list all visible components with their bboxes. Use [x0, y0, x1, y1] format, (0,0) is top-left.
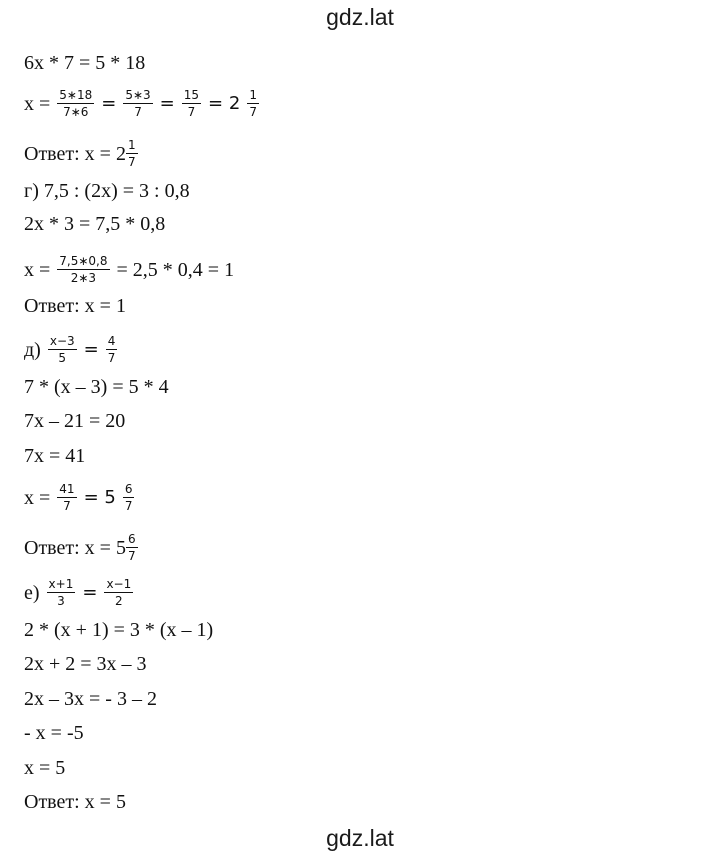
watermark-top: gdz.lat [326, 4, 394, 30]
line-text: = 2 [208, 92, 241, 114]
denominator: 5 [58, 351, 67, 365]
fraction [57, 88, 94, 119]
fraction [57, 482, 76, 513]
fraction [104, 577, 133, 608]
line-text: 2x – 3x = - 3 – 2 [24, 688, 157, 711]
line-text: 7x – 21 = 20 [24, 410, 126, 433]
numerator: 6 [124, 482, 133, 496]
solution-line [24, 443, 85, 468]
answer-line [24, 293, 126, 318]
fraction [48, 334, 77, 365]
solution-line [24, 720, 84, 745]
solution-line [24, 482, 136, 513]
fraction [106, 334, 118, 365]
numerator: x−3 [49, 334, 75, 348]
equals-sign: = [82, 581, 98, 603]
answer-line [24, 532, 140, 563]
line-text: 7 * (x – 3) = 5 * 4 [24, 376, 169, 399]
answer-line [24, 138, 140, 169]
denominator: 7 [249, 105, 257, 119]
denominator: 7 [187, 105, 196, 119]
line-text: - x = -5 [24, 722, 84, 745]
solution-line [24, 211, 165, 236]
numerator: 5∗18 [59, 88, 93, 102]
line-text: д) [24, 338, 41, 361]
numerator: 1 [127, 138, 136, 152]
line-text: Ответ: x = 5 [24, 791, 126, 814]
problem-line [24, 577, 135, 608]
solution-line [24, 374, 169, 399]
fraction [123, 88, 152, 119]
line-text: г) 7,5 : (2x) = 3 : 0,8 [24, 180, 190, 203]
line-text: 2x + 2 = 3x – 3 [24, 653, 147, 676]
answer-line [24, 789, 126, 814]
equals-sign: = [83, 338, 99, 360]
fraction [247, 88, 259, 119]
denominator: 7 [127, 549, 136, 563]
solution-line [24, 408, 125, 433]
numerator: 6 [127, 532, 136, 546]
numerator: 7,5∗0,8 [59, 254, 108, 268]
solution-line [24, 88, 261, 119]
line-text: x = [24, 92, 51, 115]
fraction [47, 577, 76, 608]
solution-line [24, 254, 234, 285]
solution-line [24, 755, 65, 780]
denominator: 3 [57, 594, 65, 608]
fraction [126, 532, 138, 563]
solution-line [24, 651, 147, 676]
line-text: 6x * 7 = 5 * 18 [24, 52, 146, 75]
solution-line [24, 617, 213, 642]
solution-line [24, 50, 145, 75]
line-text: 2x * 3 = 7,5 * 0,8 [24, 213, 166, 236]
numerator: 4 [107, 334, 116, 348]
denominator: 2∗3 [70, 271, 97, 285]
equals-sign: = [159, 92, 175, 114]
numerator: x−1 [106, 577, 132, 591]
numerator: 15 [183, 88, 200, 102]
problem-line [24, 334, 119, 365]
watermark-bottom: gdz.lat [326, 825, 394, 851]
numerator: 41 [59, 482, 75, 496]
equals-sign: = [101, 92, 117, 114]
numerator: 1 [249, 88, 257, 102]
line-text: Ответ: x = 2 [24, 142, 126, 165]
line-text: Ответ: x = 1 [24, 295, 126, 318]
denominator: 7 [127, 155, 136, 169]
line-text: Ответ: x = 5 [24, 536, 126, 559]
line-text: 2 * (x + 1) = 3 * (x – 1) [24, 619, 214, 642]
denominator: 7 [134, 105, 142, 119]
fraction [182, 88, 201, 119]
fraction [126, 138, 138, 169]
numerator: x+1 [48, 577, 74, 591]
line-text: е) [24, 581, 40, 604]
line-text: = 2,5 * 0,4 = 1 [116, 258, 235, 281]
line-text: x = [24, 258, 51, 281]
denominator: 7 [107, 351, 116, 365]
line-text: x = [24, 486, 51, 509]
numerator: 5∗3 [125, 88, 151, 102]
line-text: x = 5 [24, 757, 66, 780]
fraction [123, 482, 135, 513]
line-text: = 5 [83, 486, 116, 508]
denominator: 7 [124, 499, 133, 513]
solution-line [24, 686, 157, 711]
problem-line [24, 178, 190, 203]
line-text: 7x = 41 [24, 445, 86, 468]
denominator: 2 [115, 594, 123, 608]
fraction [57, 254, 109, 285]
denominator: 7 [63, 499, 71, 513]
denominator: 7∗6 [63, 105, 89, 119]
